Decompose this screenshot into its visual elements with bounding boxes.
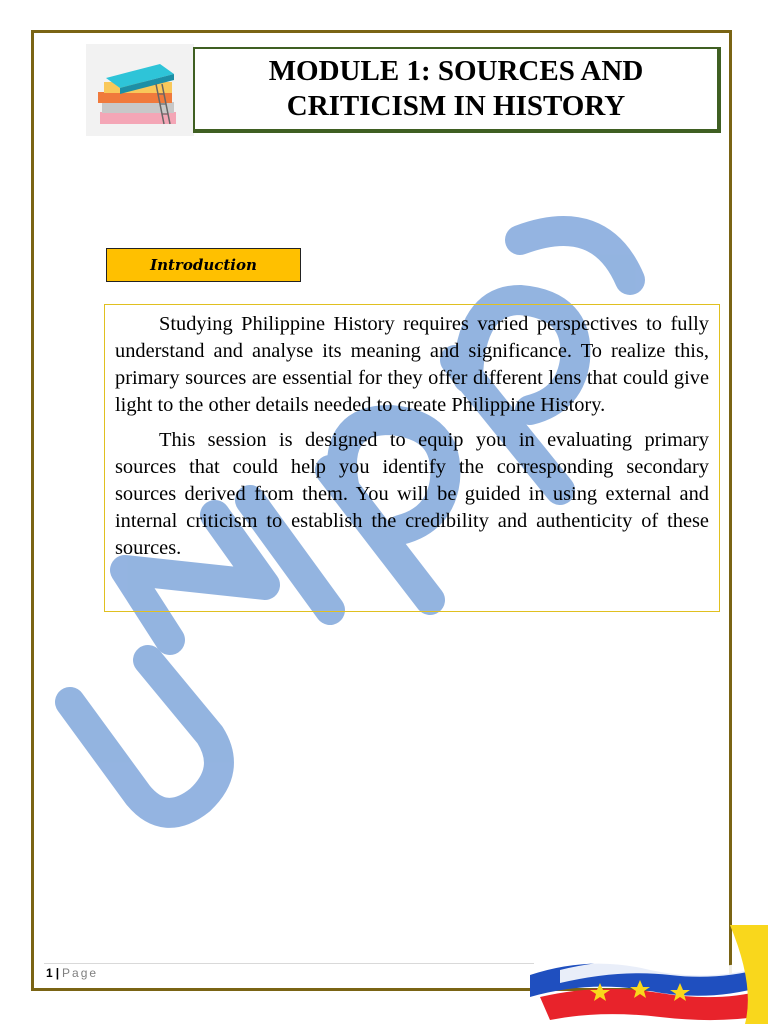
philippine-flag-graphic xyxy=(530,925,768,1024)
page-footer xyxy=(46,966,98,980)
footer-divider xyxy=(44,963,534,964)
books-icon xyxy=(86,44,194,136)
introduction-label-text: Introduction xyxy=(150,256,257,274)
module-title xyxy=(269,54,644,124)
intro-paragraph-2: This session is designed to equip you in evaluating primary sources that could help you identify the corresponding secondary sources derived from them. You will be guided in using external and internal criticism to establish the credibility and authenticity of these sources. xyxy=(115,429,709,559)
intro-paragraph-1: Studying Philippine History requires varied perspectives to fully understand and analyse its meaning and significance. To realize this, primary sources are essential for they offer different lens that could give light to the other details needed to create Philippine History. xyxy=(115,313,709,416)
module-title-line1: MODULE 1: SOURCES AND xyxy=(268,55,644,87)
introduction-content xyxy=(104,304,720,612)
module-title-line2: CRITICISM IN HISTORY xyxy=(286,90,626,122)
page-label: Page xyxy=(62,966,99,980)
page-number: 1 xyxy=(46,966,53,980)
module-title-box xyxy=(193,47,721,133)
introduction-label xyxy=(106,248,301,282)
footer-separator: | xyxy=(55,966,60,980)
